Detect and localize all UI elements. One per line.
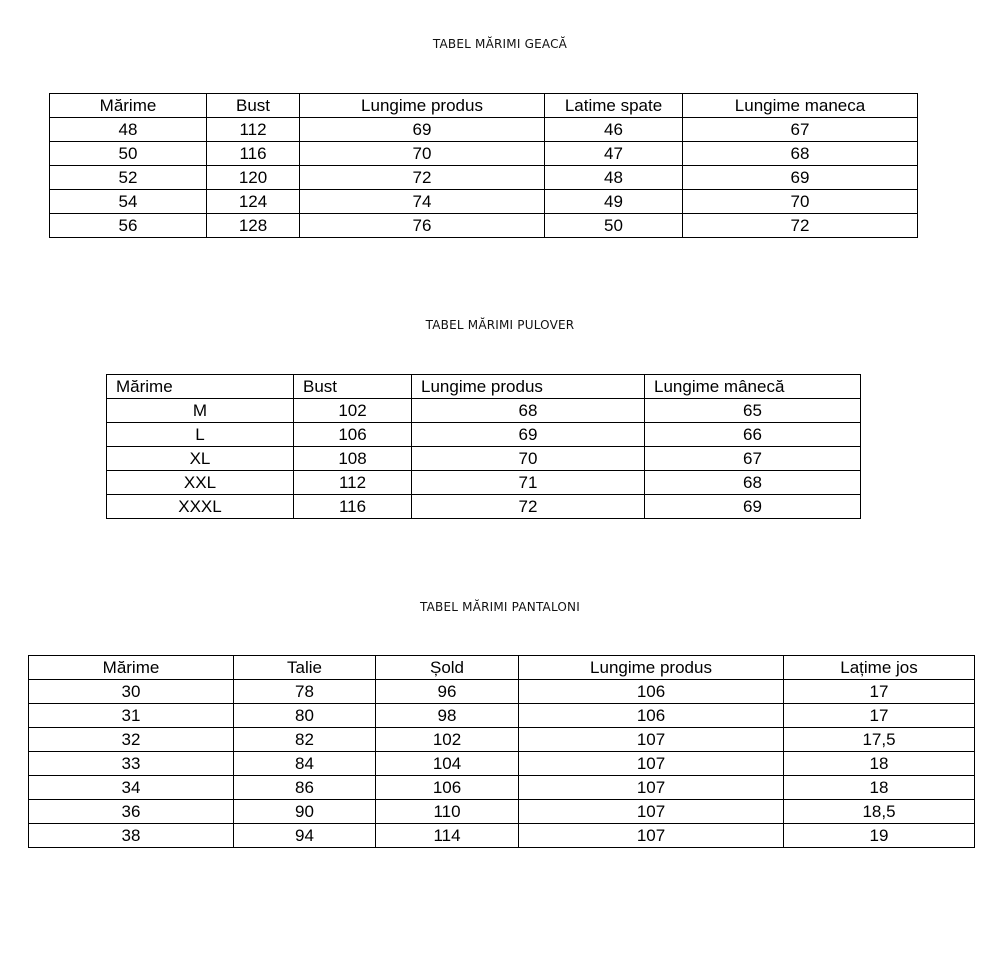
table-cell: 94 [234,824,376,848]
table-row [107,495,861,519]
table-cell: 66 [645,423,861,447]
table-cell: 106 [519,704,784,728]
table-cell: 46 [545,118,683,142]
header-cell: Bust [294,375,412,399]
table-cell: 128 [207,214,300,238]
table-row [29,680,975,704]
table-row [107,423,861,447]
table-cell: 76 [300,214,545,238]
table-cell: 82 [234,728,376,752]
table-row [50,142,918,166]
table-cell: 50 [50,142,207,166]
table-cell: 107 [519,824,784,848]
table-cell: 72 [412,495,645,519]
header-cell: Bust [207,94,300,118]
table-cell: 17 [784,704,975,728]
table-cell: 71 [412,471,645,495]
header-cell: Lungime produs [412,375,645,399]
header-cell: Șold [376,656,519,680]
table-cell: 32 [29,728,234,752]
header-cell: Latime spate [545,94,683,118]
header-cell: Lungime maneca [683,94,918,118]
table-cell: 106 [294,423,412,447]
table-cell: 102 [294,399,412,423]
table-row [50,166,918,190]
table-header-row [50,94,918,118]
table-row [107,399,861,423]
table-cell: 68 [683,142,918,166]
table-cell: XL [107,447,294,471]
header-cell: Mărime [107,375,294,399]
table-cell: 96 [376,680,519,704]
table-cell: 80 [234,704,376,728]
table-cell: XXXL [107,495,294,519]
table-row [50,190,918,214]
table-cell: 107 [519,752,784,776]
table-row [29,776,975,800]
table-cell: 69 [645,495,861,519]
table-cell: 69 [300,118,545,142]
table-cell: 34 [29,776,234,800]
table-cell: L [107,423,294,447]
table-cell: 114 [376,824,519,848]
table-cell: 67 [683,118,918,142]
table-cell: 108 [294,447,412,471]
table-cell: 70 [412,447,645,471]
table-cell: 47 [545,142,683,166]
table-row [50,118,918,142]
table-cell: 74 [300,190,545,214]
table-row [107,447,861,471]
table-cell: 104 [376,752,519,776]
table-cell: 107 [519,800,784,824]
table-cell: 67 [645,447,861,471]
geaca-size-table [49,93,918,238]
table-cell: M [107,399,294,423]
table-cell: 124 [207,190,300,214]
table-cell: 18 [784,752,975,776]
table-header-row [107,375,861,399]
table-cell: 116 [294,495,412,519]
header-cell: Lungime produs [519,656,784,680]
table-row [50,214,918,238]
table-cell: 69 [412,423,645,447]
table-cell: 50 [545,214,683,238]
table-cell: 107 [519,728,784,752]
header-cell: Lațime jos [784,656,975,680]
pantaloni-table-title: TABEL MĂRIMI PANTALONI [420,600,580,614]
table-cell: 116 [207,142,300,166]
table-cell: 17,5 [784,728,975,752]
table-cell: 68 [645,471,861,495]
table-cell: 17 [784,680,975,704]
table-header-row [29,656,975,680]
table-cell: 78 [234,680,376,704]
table-cell: 69 [683,166,918,190]
table-cell: 98 [376,704,519,728]
table-cell: 49 [545,190,683,214]
table-cell: 48 [50,118,207,142]
table-cell: 65 [645,399,861,423]
table-cell: 33 [29,752,234,776]
table-cell: 70 [683,190,918,214]
table-cell: 84 [234,752,376,776]
table-cell: 112 [294,471,412,495]
table-cell: 68 [412,399,645,423]
table-cell: 102 [376,728,519,752]
table-row [29,800,975,824]
table-cell: 90 [234,800,376,824]
table-cell: 70 [300,142,545,166]
table-row [107,471,861,495]
table-cell: 30 [29,680,234,704]
table-cell: 54 [50,190,207,214]
table-cell: 106 [376,776,519,800]
table-cell: 112 [207,118,300,142]
header-cell: Lungime produs [300,94,545,118]
table-cell: 56 [50,214,207,238]
table-row [29,752,975,776]
table-cell: 36 [29,800,234,824]
table-cell: 48 [545,166,683,190]
table-cell: XXL [107,471,294,495]
table-cell: 72 [683,214,918,238]
header-cell: Mărime [50,94,207,118]
table-row [29,824,975,848]
table-row [29,704,975,728]
table-cell: 86 [234,776,376,800]
header-cell: Talie [234,656,376,680]
table-cell: 38 [29,824,234,848]
table-cell: 52 [50,166,207,190]
table-cell: 120 [207,166,300,190]
header-cell: Mărime [29,656,234,680]
table-cell: 107 [519,776,784,800]
table-cell: 106 [519,680,784,704]
table-cell: 18 [784,776,975,800]
pantaloni-size-table [28,655,975,848]
table-cell: 110 [376,800,519,824]
table-row [29,728,975,752]
table-cell: 18,5 [784,800,975,824]
table-cell: 19 [784,824,975,848]
table-cell: 31 [29,704,234,728]
geaca-table-title: TABEL MĂRIMI GEACĂ [432,37,568,51]
header-cell: Lungime mânecă [645,375,861,399]
pulover-size-table [106,374,861,519]
pulover-table-title: TABEL MĂRIMI PULOVER [425,318,575,332]
table-cell: 72 [300,166,545,190]
